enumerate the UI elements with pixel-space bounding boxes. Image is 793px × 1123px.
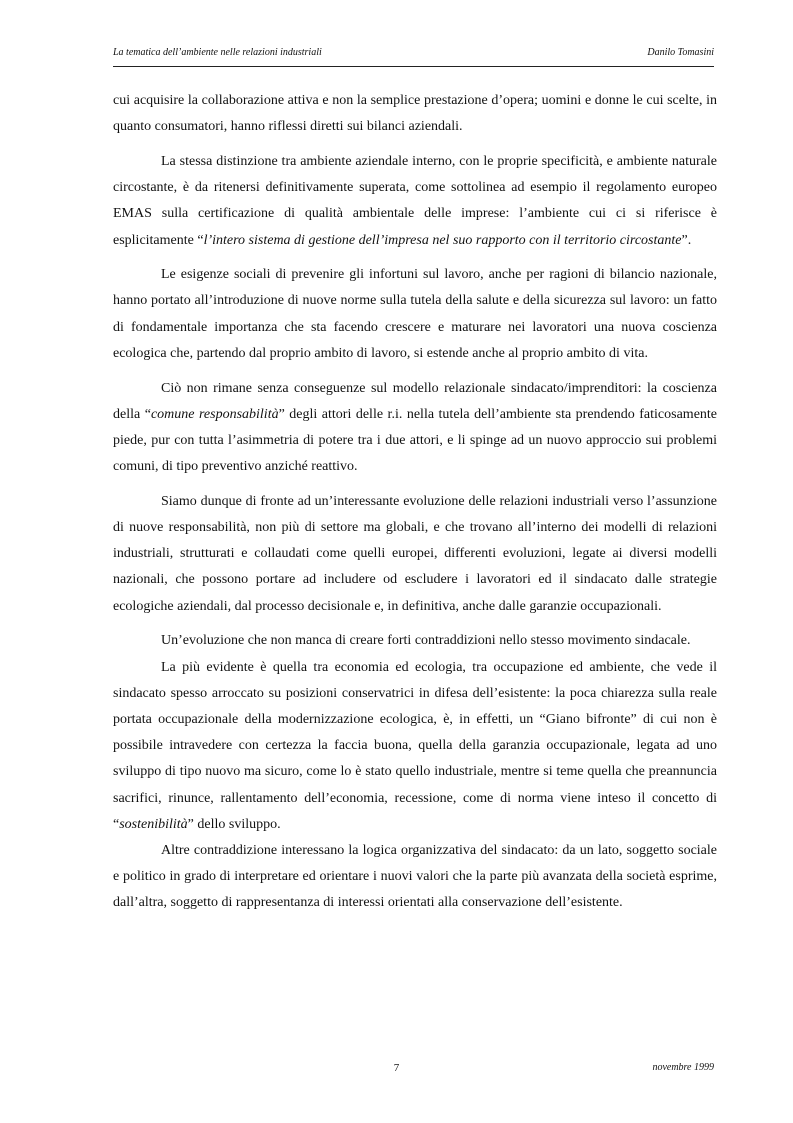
text-run: Un’evoluzione che non manca di creare forti contraddizioni nello stesso movimento sindacale. [161, 633, 691, 649]
text-run: La più evidente è quella tra economia ed ecologia, tra occupazione ed ambiente, che vede il sindacato spesso arroccato su posizioni conservatrici in difesa dell’esistente: la poca chiarezza sulla reale portata occupazionale della modernizzazione ecologica, è, in effetti, un “Giano bifronte” di cui non è possibile intravedere con certezza la faccia buona, quella della garanzia occupazionale, legata ad uno sviluppo di tipo nuovo ma sicuro, come lo è stato quello industriale, mentre si teme quella che preannuncia sacrifici, rinunce, rallentamento dell’economia, recessione, come di norma viene inteso il concetto di “ [113, 659, 717, 832]
paragraph-5 [113, 489, 717, 620]
page-number: 7 [393, 1062, 400, 1074]
paragraph-3 [113, 262, 717, 367]
text-run: Ciò non rimane senza conseguenze sul modello relazionale sindacato/imprenditori: la coscienza della “ [113, 380, 717, 422]
paragraph-1 [113, 88, 717, 140]
text-run: ” dello sviluppo. [187, 816, 281, 832]
text-run: ”. [681, 232, 692, 248]
paragraph-7 [113, 655, 717, 838]
paragraph-8 [113, 838, 717, 917]
text-run: cui acquisire la collaborazione attiva e non la semplice prestazione d’opera; uomini e donne le cui scelte, in quanto consumatori, hanno riflessi diretti sui bilanci aziendali. [113, 93, 717, 135]
footer-date: novembre 1999 [652, 1062, 714, 1073]
text-run: Altre contraddizione interessano la logica organizzativa del sindacato: da un lato, soggetto sociale e politico in grado di interpretare ed orientare i nuovi valori che la parte più avanzata della società esprime, dall’altra, soggetto di rappresentanza di interessi orientati alla conservazione dell’esistente. [113, 842, 717, 911]
paragraph-6 [113, 628, 717, 654]
italic-quote: sostenibilità [119, 816, 188, 832]
text-run: La stessa distinzione tra ambiente aziendale interno, con le proprie specificità, e ambiente naturale circostante, è da ritenersi definitivamente superata, come sottolinea ad esempio il regolamento europeo EMAS sulla certificazione di qualità ambientale delle imprese: l’ambiente cui ci si riferisce è esplicitamente “ [113, 153, 717, 248]
text-run: Le esigenze sociali di prevenire gli infortuni sul lavoro, anche per ragioni di bilancio nazionale, hanno portato all’introduzione di nuove norme sulla tutela della salute e della sicurezza sul lavoro: un fatto di fondamentale importanza che sta facendo crescere e maturare nei lavoratori una nuova coscienza ecologica che, partendo dal proprio ambito di lavoro, si estende anche al proprio ambito di vita. [113, 267, 717, 361]
text-run: ” degli attori delle r.i. nella tutela dell’ambiente sta prendendo faticosamente piede, pur con tutta l’asimmetria di potere tra i due attori, e li spinge ad un nuovo approccio sui problemi comuni, di tipo preventivo anziché reattivo. [113, 406, 718, 475]
italic-quote: l’intero sistema di gestione dell’impresa nel suo rapporto con il territorio circostante [203, 232, 682, 248]
paragraph-4 [113, 376, 717, 481]
running-header-author: Danilo Tomasini [647, 47, 714, 58]
running-header-title: La tematica dell’ambiente nelle relazioni industriali [113, 47, 322, 58]
header-divider [113, 66, 714, 67]
text-run: Siamo dunque di fronte ad un’interessante evoluzione delle relazioni industriali verso l’assunzione di nuove responsabilità, non più di settore ma globali, e che trovano all’interno dei modelli di relazioni industriali, strutturati e collaudati come quelli europei, differenti evoluzioni, legate ai diversi modelli nazionali, che possono portare ad includere od escludere i lavoratori ed il sindacato dalle strategie ecologiche aziendali, dal processo decisionale e, in definitiva, anche dalle garanzie occupazionali. [113, 493, 717, 614]
italic-quote: comune responsabilità [150, 406, 279, 422]
paragraph-2 [113, 149, 717, 254]
page-body [113, 88, 717, 917]
